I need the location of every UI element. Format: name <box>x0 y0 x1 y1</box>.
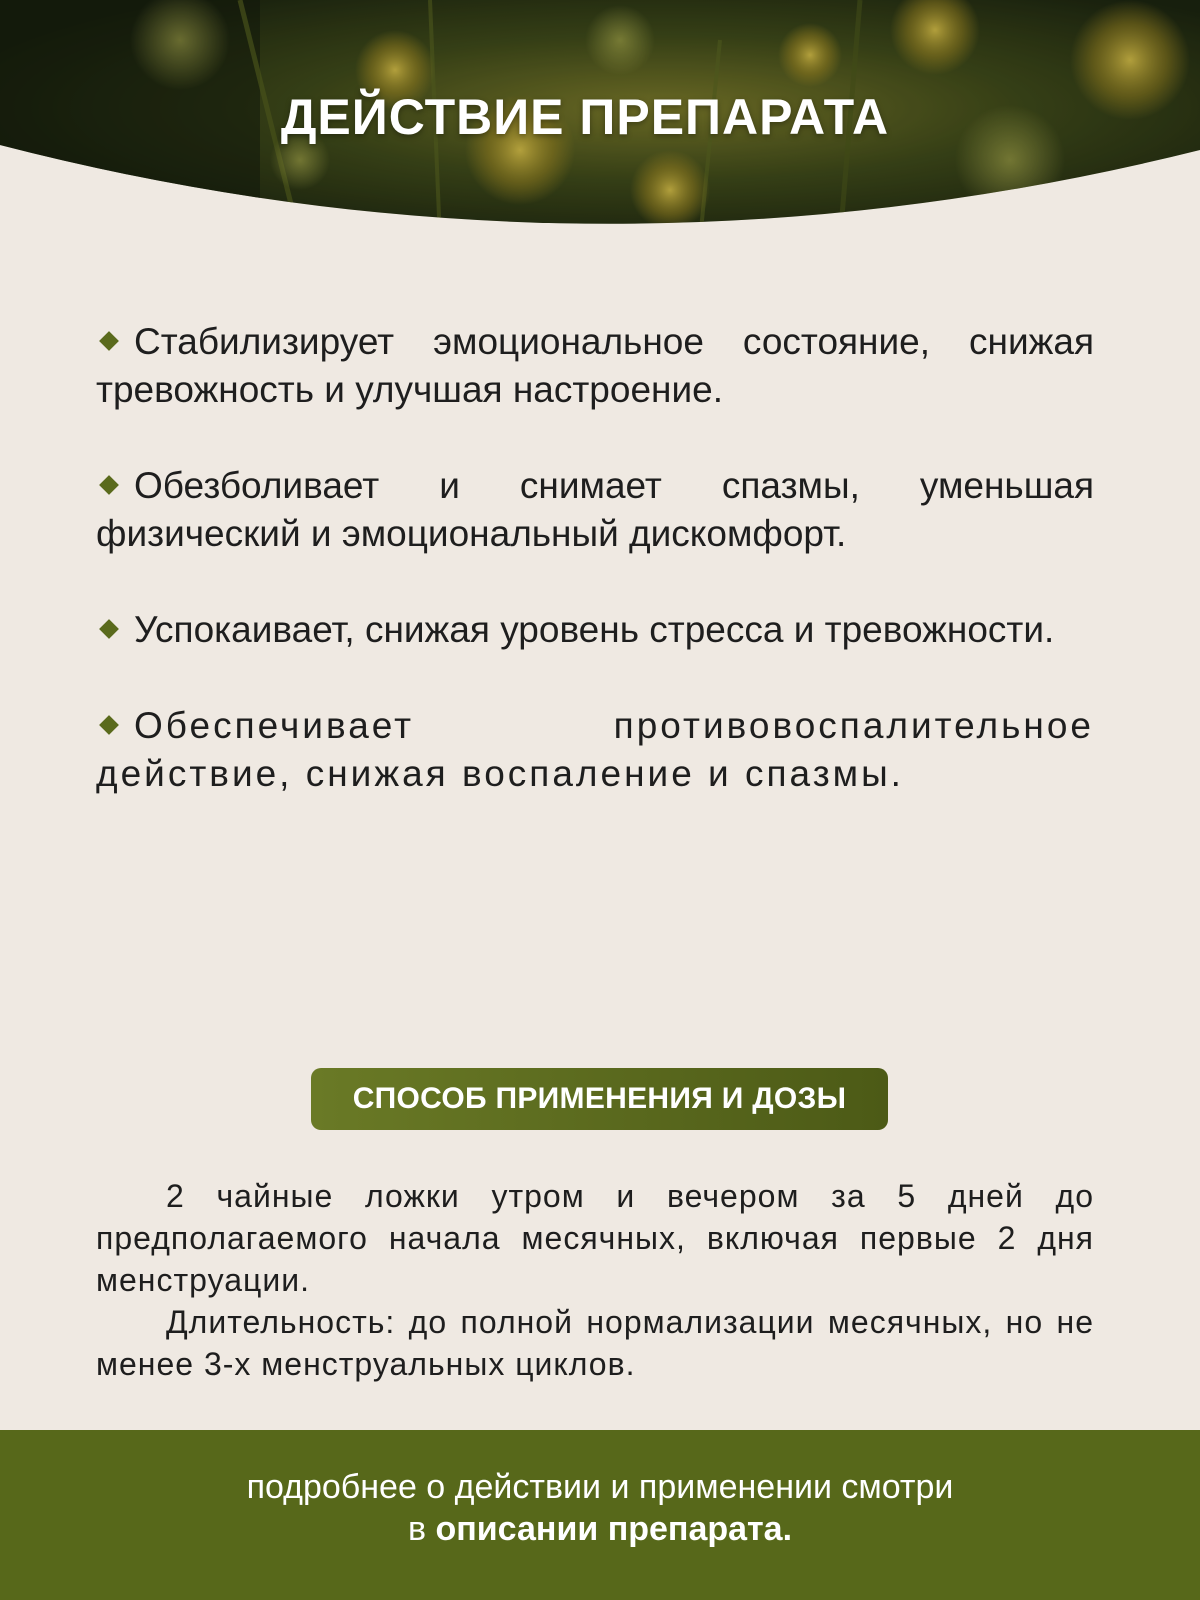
list-item <box>96 318 1094 414</box>
diamond-bullet-icon <box>99 475 119 495</box>
page-title: ДЕЙСТВИЕ ПРЕПАРАТА <box>280 89 890 145</box>
dosage-paragraph: 2 чайные ложки утром и вечером за 5 дней до предполагаемого начала месячных, включая первые 2 дня менструации. <box>96 1178 1094 1298</box>
footer-line: подробнее о действии и применении смотри <box>246 1468 954 1506</box>
hero-banner <box>0 0 1200 240</box>
diamond-bullet-icon <box>99 619 119 639</box>
list-item <box>96 462 1094 558</box>
footer-text <box>0 1466 1200 1550</box>
diamond-bullet-icon <box>99 331 119 351</box>
benefit-text: Обеспечивает противовоспалительное действие, снижая воспаление и спазмы. <box>96 705 1094 794</box>
benefits-list <box>96 318 1094 846</box>
benefit-text: Стабилизирует эмоциональное состояние, снижая тревожность и улучшая настроение. <box>96 321 1094 410</box>
footer-banner <box>0 1430 1200 1600</box>
list-item <box>96 606 1094 654</box>
list-item <box>96 702 1094 798</box>
dosage-paragraph: Длительность: до полной нормализации месячных, но не менее 3-х менструальных циклов. <box>96 1304 1094 1382</box>
benefit-text: Обезболивает и снимает спазмы, уменьшая физический и эмоциональный дискомфорт. <box>96 465 1094 554</box>
dosage-text <box>96 1175 1094 1385</box>
diamond-bullet-icon <box>99 715 119 735</box>
footer-line <box>0 1508 1200 1550</box>
dosage-heading-badge: СПОСОБ ПРИМЕНЕНИЯ И ДОЗЫ <box>311 1068 888 1130</box>
footer-description-link: описании препарата. <box>435 1510 793 1548</box>
footer-prefix: в <box>407 1510 427 1548</box>
benefit-text: Успокаивает, снижая уровень стресса и тревожности. <box>134 609 1055 650</box>
